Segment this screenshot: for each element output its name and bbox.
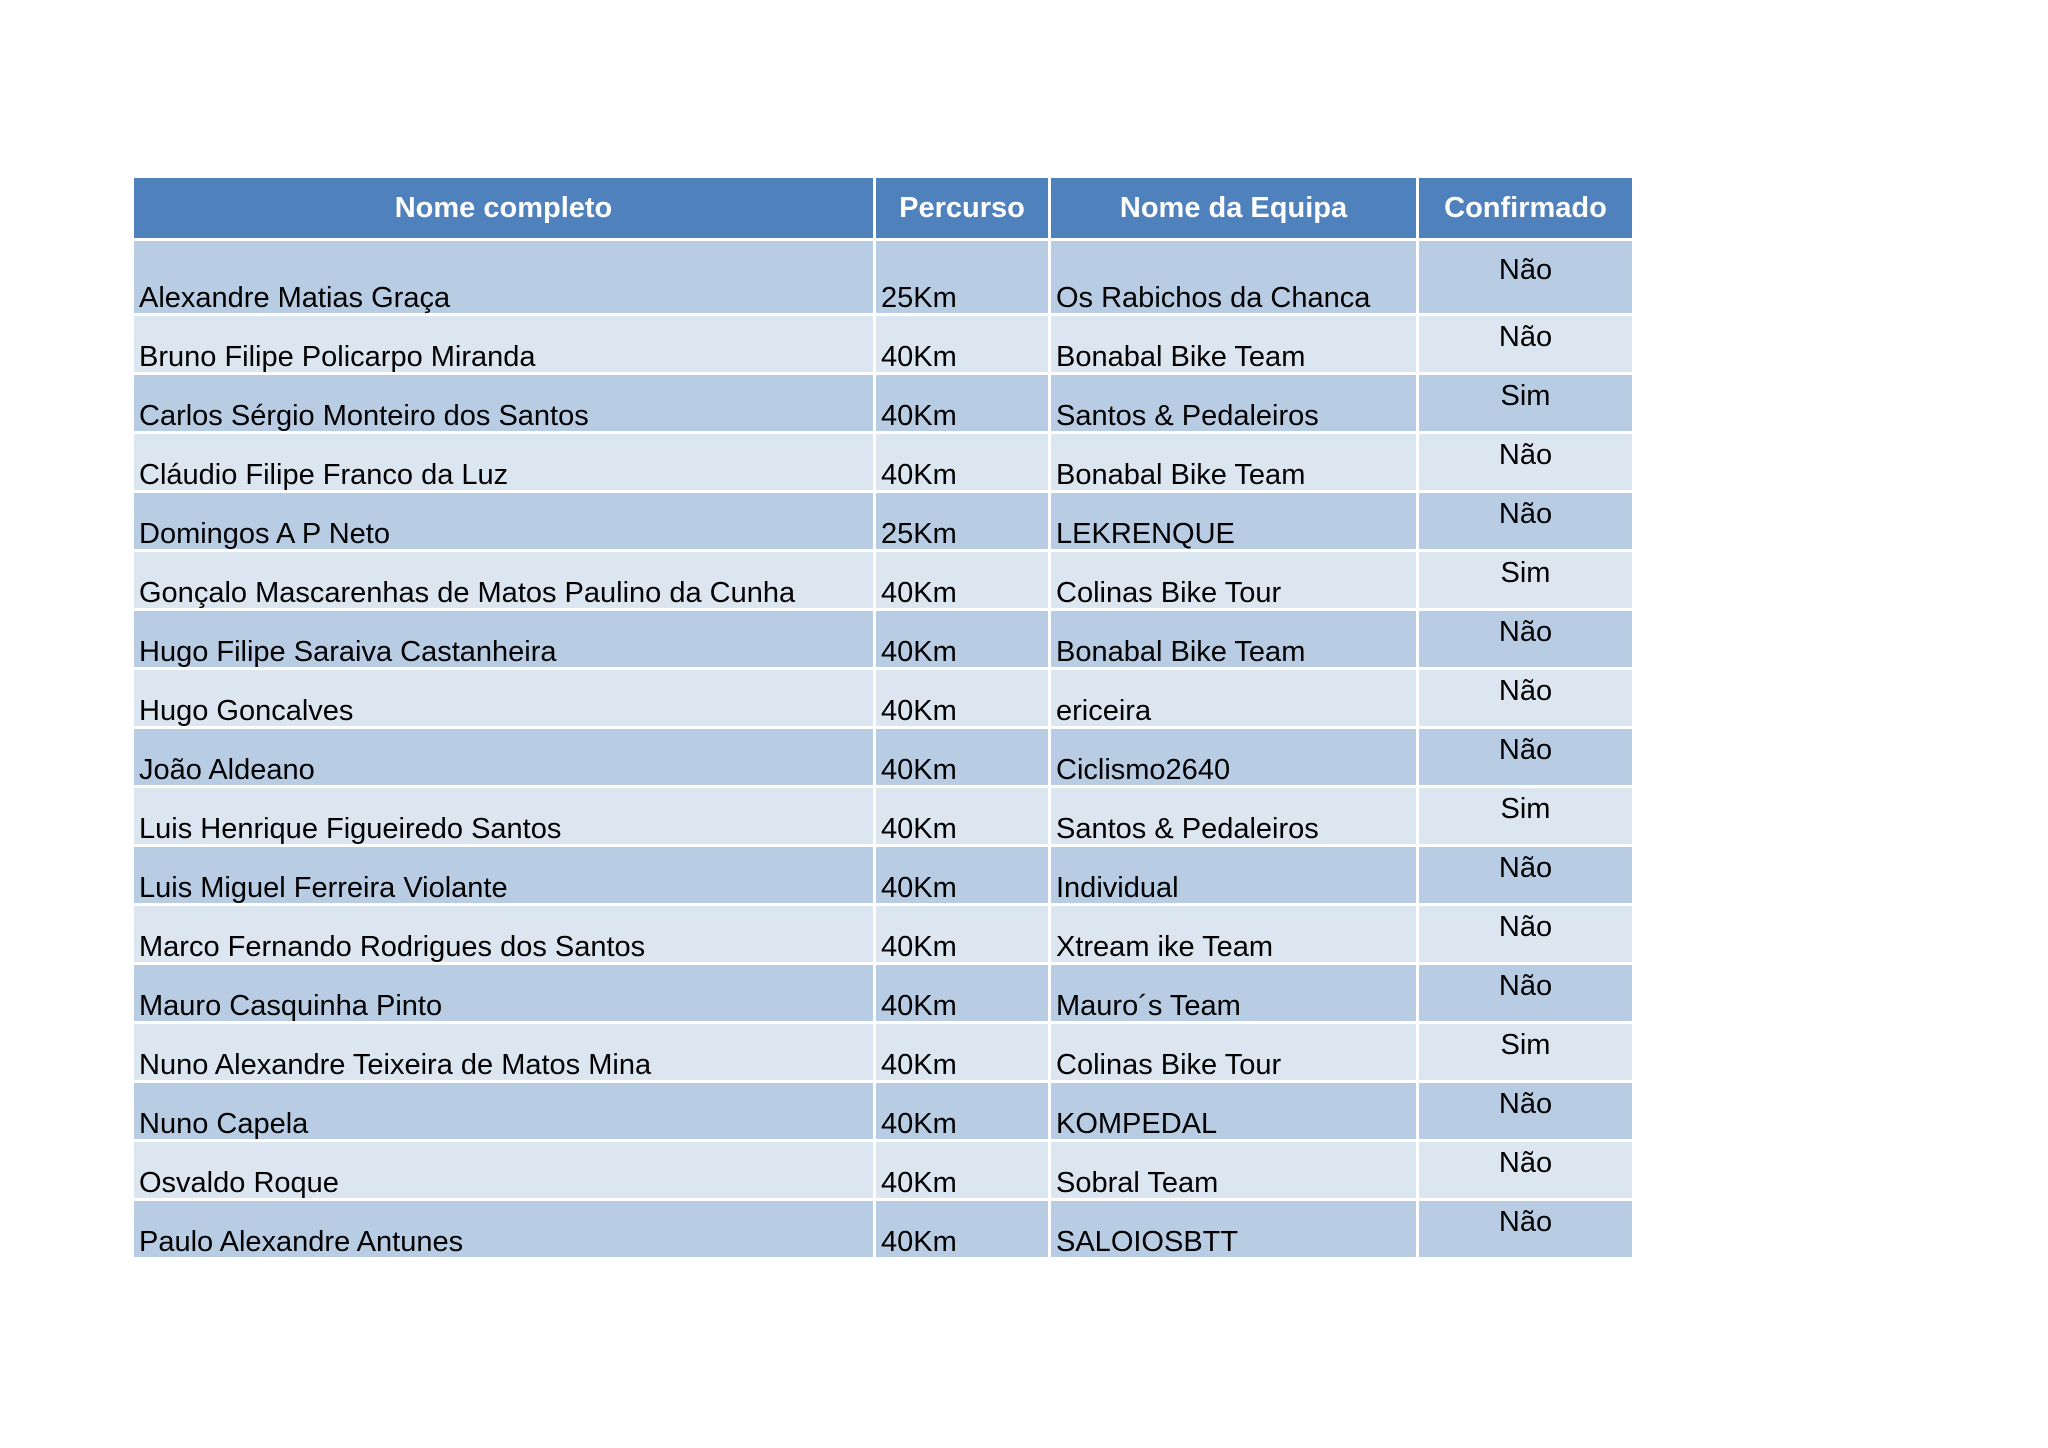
cell-confirmed: Sim bbox=[1419, 1024, 1632, 1080]
participants-table bbox=[131, 175, 1635, 1260]
header-confirmed: Confirmado bbox=[1419, 178, 1632, 238]
table-row bbox=[134, 1083, 1632, 1139]
cell-confirmed: Sim bbox=[1419, 375, 1632, 431]
cell-name: Osvaldo Roque bbox=[134, 1142, 873, 1198]
cell-name: Carlos Sérgio Monteiro dos Santos bbox=[134, 375, 873, 431]
table-row bbox=[134, 906, 1632, 962]
cell-team: Santos & Pedaleiros bbox=[1051, 788, 1416, 844]
cell-name: Gonçalo Mascarenhas de Matos Paulino da Cunha bbox=[134, 552, 873, 608]
cell-route: 40Km bbox=[876, 434, 1048, 490]
cell-team: Santos & Pedaleiros bbox=[1051, 375, 1416, 431]
cell-confirmed: Não bbox=[1419, 241, 1632, 313]
cell-confirmed: Não bbox=[1419, 1201, 1632, 1257]
table-row bbox=[134, 611, 1632, 667]
table-row bbox=[134, 670, 1632, 726]
table-row bbox=[134, 375, 1632, 431]
cell-confirmed: Não bbox=[1419, 965, 1632, 1021]
cell-name: Hugo Filipe Saraiva Castanheira bbox=[134, 611, 873, 667]
cell-route: 25Km bbox=[876, 493, 1048, 549]
cell-team: Bonabal Bike Team bbox=[1051, 611, 1416, 667]
table-row bbox=[134, 241, 1632, 313]
cell-route: 40Km bbox=[876, 1083, 1048, 1139]
cell-route: 40Km bbox=[876, 1201, 1048, 1257]
cell-name: Bruno Filipe Policarpo Miranda bbox=[134, 316, 873, 372]
cell-team: Bonabal Bike Team bbox=[1051, 316, 1416, 372]
table-row bbox=[134, 1201, 1632, 1257]
cell-name: Alexandre Matias Graça bbox=[134, 241, 873, 313]
cell-confirmed: Não bbox=[1419, 434, 1632, 490]
cell-route: 40Km bbox=[876, 788, 1048, 844]
cell-name: Paulo Alexandre Antunes bbox=[134, 1201, 873, 1257]
cell-route: 40Km bbox=[876, 906, 1048, 962]
cell-confirmed: Não bbox=[1419, 847, 1632, 903]
cell-team: SALOIOSBTT bbox=[1051, 1201, 1416, 1257]
cell-name: Nuno Capela bbox=[134, 1083, 873, 1139]
table-row bbox=[134, 552, 1632, 608]
cell-name: Luis Henrique Figueiredo Santos bbox=[134, 788, 873, 844]
cell-name: Cláudio Filipe Franco da Luz bbox=[134, 434, 873, 490]
header-row bbox=[134, 178, 1632, 238]
cell-team: Individual bbox=[1051, 847, 1416, 903]
cell-route: 40Km bbox=[876, 611, 1048, 667]
cell-team: Os Rabichos da Chanca bbox=[1051, 241, 1416, 313]
cell-route: 40Km bbox=[876, 847, 1048, 903]
header-team: Nome da Equipa bbox=[1051, 178, 1416, 238]
cell-name: Hugo Goncalves bbox=[134, 670, 873, 726]
cell-team: KOMPEDAL bbox=[1051, 1083, 1416, 1139]
cell-name: Mauro Casquinha Pinto bbox=[134, 965, 873, 1021]
cell-confirmed: Não bbox=[1419, 611, 1632, 667]
cell-route: 40Km bbox=[876, 1024, 1048, 1080]
cell-route: 40Km bbox=[876, 729, 1048, 785]
cell-route: 40Km bbox=[876, 375, 1048, 431]
cell-confirmed: Não bbox=[1419, 493, 1632, 549]
cell-route: 40Km bbox=[876, 1142, 1048, 1198]
cell-team: Sobral Team bbox=[1051, 1142, 1416, 1198]
cell-confirmed: Não bbox=[1419, 670, 1632, 726]
table-row bbox=[134, 493, 1632, 549]
cell-confirmed: Sim bbox=[1419, 788, 1632, 844]
cell-team: ericeira bbox=[1051, 670, 1416, 726]
table-row bbox=[134, 965, 1632, 1021]
cell-confirmed: Não bbox=[1419, 1142, 1632, 1198]
cell-team: Xtream ike Team bbox=[1051, 906, 1416, 962]
cell-confirmed: Não bbox=[1419, 316, 1632, 372]
table-row bbox=[134, 788, 1632, 844]
table-row bbox=[134, 847, 1632, 903]
cell-route: 40Km bbox=[876, 965, 1048, 1021]
table-row bbox=[134, 1024, 1632, 1080]
cell-name: João Aldeano bbox=[134, 729, 873, 785]
cell-name: Marco Fernando Rodrigues dos Santos bbox=[134, 906, 873, 962]
cell-team: Ciclismo2640 bbox=[1051, 729, 1416, 785]
table-row bbox=[134, 434, 1632, 490]
cell-name: Nuno Alexandre Teixeira de Matos Mina bbox=[134, 1024, 873, 1080]
cell-team: Colinas Bike Tour bbox=[1051, 552, 1416, 608]
cell-team: Bonabal Bike Team bbox=[1051, 434, 1416, 490]
cell-confirmed: Sim bbox=[1419, 552, 1632, 608]
table-row bbox=[134, 729, 1632, 785]
header-name: Nome completo bbox=[134, 178, 873, 238]
cell-confirmed: Não bbox=[1419, 1083, 1632, 1139]
cell-confirmed: Não bbox=[1419, 906, 1632, 962]
cell-confirmed: Não bbox=[1419, 729, 1632, 785]
cell-team: Mauro´s Team bbox=[1051, 965, 1416, 1021]
cell-team: LEKRENQUE bbox=[1051, 493, 1416, 549]
cell-route: 40Km bbox=[876, 316, 1048, 372]
cell-route: 25Km bbox=[876, 241, 1048, 313]
cell-team: Colinas Bike Tour bbox=[1051, 1024, 1416, 1080]
table-row bbox=[134, 1142, 1632, 1198]
header-route: Percurso bbox=[876, 178, 1048, 238]
cell-route: 40Km bbox=[876, 670, 1048, 726]
cell-name: Luis Miguel Ferreira Violante bbox=[134, 847, 873, 903]
table-body bbox=[134, 241, 1632, 1257]
table-row bbox=[134, 316, 1632, 372]
cell-name: Domingos A P Neto bbox=[134, 493, 873, 549]
cell-route: 40Km bbox=[876, 552, 1048, 608]
